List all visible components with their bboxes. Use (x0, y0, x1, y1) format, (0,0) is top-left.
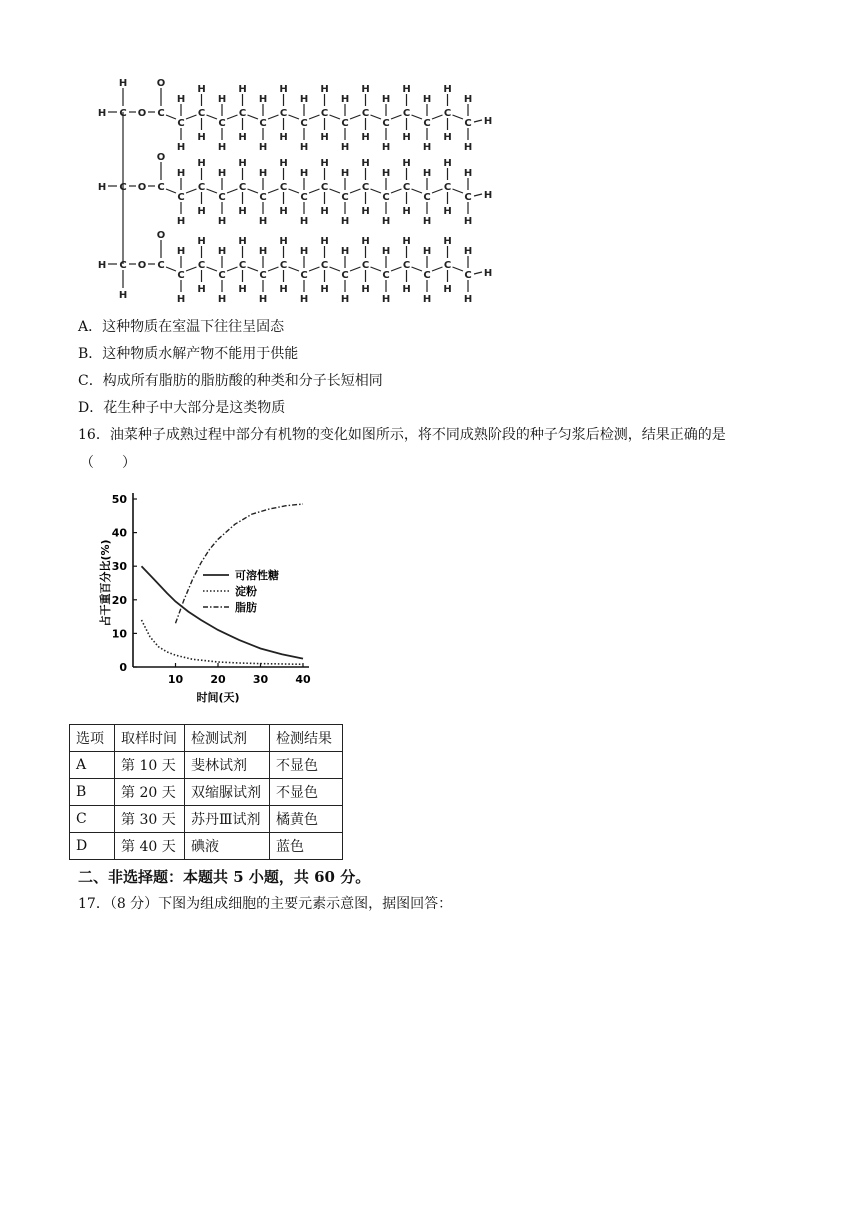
hydrogen-atom: H (402, 236, 411, 247)
y-tick-label: 50 (111, 493, 127, 506)
carbon-atom: C (341, 192, 349, 203)
x-tick-label: 10 (167, 673, 184, 686)
carbon-atom: C (464, 192, 472, 203)
hydrogen-atom: H (361, 84, 370, 95)
bond-line (166, 115, 176, 119)
hydrogen-atom: H (217, 168, 227, 179)
bond-line (309, 115, 320, 119)
hydrogen-atom: H (197, 284, 206, 295)
x-tick-label: 30 (252, 673, 269, 686)
carbon-atom: C (341, 270, 349, 281)
table-cell: A (70, 752, 115, 779)
hydrogen-atom: H (320, 158, 329, 169)
hydrogen-atom: H (238, 236, 247, 247)
hydrogen-atom: H (238, 284, 247, 295)
carbon-atom: C (259, 118, 267, 129)
hydrogen-atom: H (197, 206, 206, 217)
hydrogen-atom: H (197, 84, 206, 95)
legend-label: 可溶性糖 (235, 569, 279, 582)
oxygen-atom: O (156, 78, 166, 89)
bond-line (474, 120, 482, 122)
carbon-atom: C (423, 192, 431, 203)
hydrogen-atom: H (422, 168, 432, 179)
carbon-atom: C (402, 260, 411, 271)
table-cell: 双缩脲试剂 (185, 779, 270, 806)
y-tick-label: 10 (111, 627, 127, 641)
hydrogen-atom: H (422, 246, 432, 257)
y-tick-label: 30 (111, 560, 127, 574)
hydrogen-atom: H (279, 206, 288, 217)
hydrogen-atom: H (176, 168, 186, 179)
x-tick-label: 20 (210, 673, 226, 686)
carbon-atom: C (402, 108, 411, 119)
bond-line (371, 115, 382, 119)
bond-line (350, 267, 361, 271)
carbon-atom: C (423, 270, 431, 281)
section-heading: 二、非选择题：本题共 5 小题，共 60 分。 (78, 868, 371, 886)
hydrogen-atom: H (279, 84, 288, 95)
q16-answer-paren: （ ） (80, 455, 136, 471)
table-header-cell: 检测结果 (270, 725, 343, 752)
hydrogen-atom: H (238, 84, 247, 95)
bond-line (309, 267, 320, 271)
carbon-atom: C (423, 118, 431, 129)
x-tick-label: 40 (295, 673, 311, 686)
oxygen-atom: O (137, 182, 147, 193)
hydrogen-atom: H (299, 216, 309, 227)
hydrogen-atom: H (217, 246, 227, 257)
hydrogen-atom: H (443, 132, 452, 143)
hydrogen-atom: H (279, 284, 288, 295)
carbon-atom: C (238, 260, 247, 271)
carbon-atom: C (464, 270, 472, 281)
hydrogen-atom: H (217, 142, 227, 153)
bond-line (453, 115, 464, 119)
hydrogen-atom: H (197, 236, 206, 247)
table-cell: 斐林试剂 (185, 752, 270, 779)
hydrogen-atom: H (483, 268, 493, 279)
oxygen-atom: O (156, 230, 166, 241)
hydrogen-atom: H (97, 182, 107, 193)
hydrogen-atom: H (463, 246, 473, 257)
bond-line (309, 189, 320, 193)
hydrogen-atom: H (340, 216, 350, 227)
carbon-atom: C (259, 192, 267, 203)
table-row (70, 833, 343, 860)
bond-line (268, 267, 279, 271)
hydrogen-atom: H (402, 84, 411, 95)
hydrogen-atom: H (320, 236, 329, 247)
hydrogen-atom: H (463, 216, 473, 227)
carbon-atom: C (300, 118, 308, 129)
hydrogen-atom: H (217, 94, 227, 105)
carbon-atom: C (259, 270, 267, 281)
bond-line (289, 189, 300, 193)
hydrogen-atom: H (97, 260, 107, 271)
hydrogen-atom: H (381, 294, 391, 305)
hydrogen-atom: H (320, 206, 329, 217)
hydrogen-atom: H (118, 290, 128, 301)
bond-line (248, 115, 259, 119)
table-cell: 第 30 天 (115, 806, 185, 833)
hydrogen-atom: H (340, 246, 350, 257)
hydrogen-atom: H (299, 142, 309, 153)
hydrogen-atom: H (238, 206, 247, 217)
hydrogen-atom: H (381, 142, 391, 153)
hydrogen-atom: H (299, 246, 309, 257)
hydrogen-atom: H (299, 294, 309, 305)
table-cell: 不显色 (270, 752, 343, 779)
x-axis-label: 时间(天) (196, 691, 240, 704)
bond-line (391, 267, 402, 271)
hydrogen-atom: H (258, 94, 268, 105)
q16-stem: 16．油菜种子成熟过程中部分有机物的变化如图所示，将不同成熟阶段的种子匀浆后检测，结果正确的是 (78, 427, 726, 443)
carbon-atom: C (320, 108, 329, 119)
hydrogen-atom: H (463, 168, 473, 179)
legend-label: 脂肪 (235, 601, 257, 614)
carbon-atom: C (119, 108, 127, 119)
carbon-atom: C (157, 182, 165, 193)
bond-line (371, 189, 382, 193)
carbon-atom: C (361, 108, 370, 119)
table-header-cell: 取样时间 (115, 725, 185, 752)
table-cell: B (70, 779, 115, 806)
hydrogen-atom: H (402, 132, 411, 143)
bond-line (248, 189, 259, 193)
hydrogen-atom: H (279, 132, 288, 143)
carbon-atom: C (218, 192, 226, 203)
carbon-atom: C (197, 182, 206, 193)
hydrogen-atom: H (443, 206, 452, 217)
hydrogen-atom: H (258, 246, 268, 257)
bond-line (350, 189, 361, 193)
carbon-atom: C (218, 270, 226, 281)
bond-line (474, 194, 482, 196)
carbon-atom: C (382, 270, 390, 281)
hydrogen-atom: H (176, 246, 186, 257)
hydrogen-atom: H (176, 94, 186, 105)
hydrogen-atom: H (361, 236, 370, 247)
table-row (70, 779, 343, 806)
carbon-atom: C (279, 260, 288, 271)
hydrogen-atom: H (463, 94, 473, 105)
hydrogen-atom: H (197, 158, 206, 169)
hydrogen-atom: H (320, 132, 329, 143)
q15-option-a[interactable]: A．这种物质在室温下往往呈固态 (78, 319, 285, 335)
bond-line (330, 189, 341, 193)
table-cell: 苏丹Ⅲ试剂 (185, 806, 270, 833)
hydrogen-atom: H (381, 246, 391, 257)
carbon-atom: C (177, 118, 185, 129)
hydrogen-atom: H (422, 294, 432, 305)
bond-line (391, 115, 402, 119)
hydrogen-atom: H (361, 284, 370, 295)
bond-line (207, 115, 218, 119)
hydrogen-atom: H (443, 236, 452, 247)
table-row (70, 806, 343, 833)
bond-line (330, 267, 341, 271)
carbon-atom: C (300, 192, 308, 203)
carbon-atom: C (119, 260, 127, 271)
series-line-dotted (142, 620, 304, 664)
bond-line (186, 267, 197, 271)
bond-line (330, 115, 341, 119)
q16-answer-table (69, 724, 343, 860)
organic-matter-chart (95, 485, 335, 717)
table-cell: 第 10 天 (115, 752, 185, 779)
carbon-atom: C (197, 108, 206, 119)
hydrogen-atom: H (422, 216, 432, 227)
bond-line (391, 189, 402, 193)
carbon-atom: C (443, 108, 452, 119)
carbon-atom: C (218, 118, 226, 129)
hydrogen-atom: H (340, 168, 350, 179)
carbon-atom: C (197, 260, 206, 271)
bond-line (268, 115, 279, 119)
bond-line (453, 267, 464, 271)
table-row (70, 752, 343, 779)
oxygen-atom: O (137, 260, 147, 271)
table-cell: 不显色 (270, 779, 343, 806)
q15-option-d[interactable]: D．花生种子中大部分是这类物质 (78, 400, 286, 416)
hydrogen-atom: H (381, 168, 391, 179)
y-tick-label: 0 (119, 661, 127, 674)
table-cell: 蓝色 (270, 833, 343, 860)
hydrogen-atom: H (422, 142, 432, 153)
hydrogen-atom: H (463, 294, 473, 305)
bond-line (289, 267, 300, 271)
table-header-cell: 检测试剂 (185, 725, 270, 752)
carbon-atom: C (361, 260, 370, 271)
carbon-atom: C (402, 182, 411, 193)
carbon-atom: C (320, 260, 329, 271)
hydrogen-atom: H (258, 168, 268, 179)
q15-option-b[interactable]: B．这种物质水解产物不能用于供能 (78, 346, 299, 362)
carbon-atom: C (443, 260, 452, 271)
legend-label: 淀粉 (235, 585, 257, 598)
hydrogen-atom: H (402, 284, 411, 295)
bond-line (371, 267, 382, 271)
bond-line (412, 267, 423, 271)
hydrogen-atom: H (299, 94, 309, 105)
bond-line (186, 115, 197, 119)
carbon-atom: C (157, 260, 165, 271)
hydrogen-atom: H (299, 168, 309, 179)
oxygen-atom: O (156, 152, 166, 163)
carbon-atom: C (238, 108, 247, 119)
bond-line (166, 267, 176, 271)
carbon-atom: C (300, 270, 308, 281)
hydrogen-atom: H (320, 284, 329, 295)
carbon-atom: C (382, 192, 390, 203)
carbon-atom: C (279, 182, 288, 193)
y-axis-label: 占干重百分比(%) (99, 539, 112, 627)
hydrogen-atom: H (258, 142, 268, 153)
hydrogen-atom: H (320, 84, 329, 95)
hydrogen-atom: H (443, 84, 452, 95)
bond-line (412, 189, 423, 193)
carbon-atom: C (382, 118, 390, 129)
carbon-atom: C (177, 192, 185, 203)
carbon-atom: C (464, 118, 472, 129)
bond-line (432, 189, 443, 193)
bond-line (207, 189, 218, 193)
bond-line (350, 115, 361, 119)
carbon-atom: C (320, 182, 329, 193)
hydrogen-atom: H (463, 142, 473, 153)
carbon-atom: C (443, 182, 452, 193)
bond-line (453, 189, 464, 193)
hydrogen-atom: H (279, 236, 288, 247)
hydrogen-atom: H (340, 294, 350, 305)
hydrogen-atom: H (483, 116, 493, 127)
y-tick-label: 20 (111, 593, 127, 607)
bond-line (432, 115, 443, 119)
hydrogen-atom: H (258, 294, 268, 305)
bond-line (289, 115, 300, 119)
bond-line (227, 267, 238, 271)
hydrogen-atom: H (176, 216, 186, 227)
bond-line (186, 189, 197, 193)
hydrogen-atom: H (402, 158, 411, 169)
carbon-atom: C (238, 182, 247, 193)
carbon-atom: C (177, 270, 185, 281)
carbon-atom: C (361, 182, 370, 193)
table-cell: 橘黄色 (270, 806, 343, 833)
hydrogen-atom: H (443, 284, 452, 295)
bond-line (474, 272, 482, 274)
hydrogen-atom: H (238, 132, 247, 143)
hydrogen-atom: H (197, 132, 206, 143)
hydrogen-atom: H (217, 294, 227, 305)
hydrogen-atom: H (443, 158, 452, 169)
bond-line (166, 189, 176, 193)
hydrogen-atom: H (361, 158, 370, 169)
hydrogen-atom: H (176, 142, 186, 153)
hydrogen-atom: H (402, 206, 411, 217)
hydrogen-atom: H (258, 216, 268, 227)
bond-line (268, 189, 279, 193)
bond-line (248, 267, 259, 271)
triglyceride-structural-formula (95, 70, 515, 310)
table-header-row (70, 725, 343, 752)
hydrogen-atom: H (381, 94, 391, 105)
q15-option-c[interactable]: C．构成所有脂肪的脂肪酸的种类和分子长短相同 (78, 373, 383, 389)
table-header-cell: 选项 (70, 725, 115, 752)
carbon-atom: C (279, 108, 288, 119)
bond-line (412, 115, 423, 119)
hydrogen-atom: H (422, 94, 432, 105)
hydrogen-atom: H (361, 206, 370, 217)
table-cell: D (70, 833, 115, 860)
hydrogen-atom: H (381, 216, 391, 227)
bond-line (207, 267, 218, 271)
table-cell: 第 20 天 (115, 779, 185, 806)
hydrogen-atom: H (483, 190, 493, 201)
hydrogen-atom: H (340, 94, 350, 105)
table-cell: 第 40 天 (115, 833, 185, 860)
hydrogen-atom: H (238, 158, 247, 169)
bond-line (227, 115, 238, 119)
hydrogen-atom: H (279, 158, 288, 169)
table-cell: C (70, 806, 115, 833)
hydrogen-atom: H (361, 132, 370, 143)
y-tick-label: 40 (111, 526, 127, 540)
oxygen-atom: O (137, 108, 147, 119)
hydrogen-atom: H (118, 78, 128, 89)
carbon-atom: C (157, 108, 165, 119)
hydrogen-atom: H (217, 216, 227, 227)
hydrogen-atom: H (176, 294, 186, 305)
table-cell: 碘液 (185, 833, 270, 860)
bond-line (432, 267, 443, 271)
hydrogen-atom: H (340, 142, 350, 153)
q17-stem: 17．（8 分）下图为组成细胞的主要元素示意图，据图回答： (78, 896, 453, 912)
bond-line (227, 189, 238, 193)
hydrogen-atom: H (97, 108, 107, 119)
carbon-atom: C (341, 118, 349, 129)
carbon-atom: C (119, 182, 127, 193)
